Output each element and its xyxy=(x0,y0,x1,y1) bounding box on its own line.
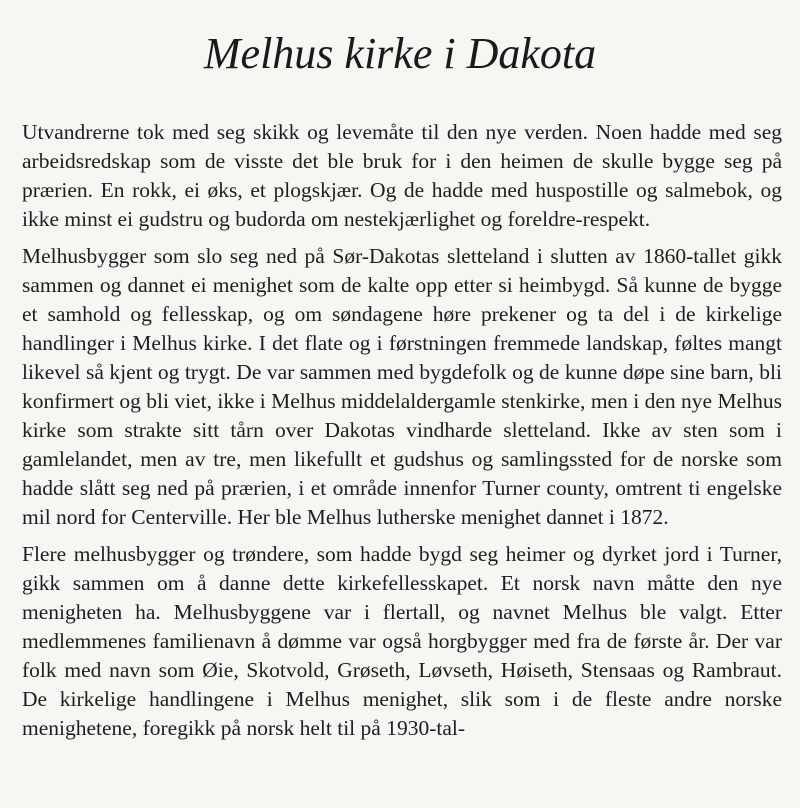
paragraph-3: Flere melhusbygger og trøndere, som hadde bygd seg heimer og dyrket jord i Turner, gikk sammen om å danne dette kirkefellesskapet. Et norsk navn måtte den nye menigheten ha. Melhusbyggene var i flertall, og navnet Melhus ble valgt. Etter medlemmenes familienavn å dømme var også horgbygger med fra de første år. Der var folk med navn som Øie, Skotvold, Grøseth, Løvseth, Høiseth, Stensaas og Rambraut. De kirkelige handlingene i Melhus menighet, slik som i de fleste andre norske menighetene, foregikk på norsk helt til på 1930-tal- xyxy=(22,542,782,740)
paragraph-1: Utvandrerne tok med seg skikk og levemåte til den nye verden. Noen hadde med seg arbeidsredskap som de visste det ble bruk for i den heimen de skulle bygge seg på prærien. En rokk, ei øks, et plogskjær. Og de hadde med huspostille og salmebok, og ikke minst ei gudstru og budorda om nestekjærlighet og foreldre-respekt. xyxy=(22,120,782,231)
article-body xyxy=(22,118,782,751)
paragraph-2: Melhusbygger som slo seg ned på Sør-Dakotas sletteland i slutten av 1860-tallet gikk sammen og dannet ei menighet som de kalte opp etter si heimbygd. Så kunne de bygge et samhold og fellesskap, og om søndagene høre prekener og ta del i de kirkelige handlinger i Melhus kirke. I det flate og i førstningen fremmede landskap, føltes mangt likevel så kjent og trygt. De var sammen med bygdefolk og de kunne døpe sine barn, bli konfirmert og bli viet, ikke i Melhus middelaldergamle stenkirke, men i den nye Melhus kirke som strakte sitt tårn over Dakotas vindharde sletteland. Ikke av sten som i gamlelandet, men av tre, men likefullt et gudshus og samlingssted for de norske som hadde slått seg ned på prærien, i et område innenfor Turner county, omtrent ti engelske mil nord for Centerville. Her ble Melhus lutherske menighet dannet i 1872. xyxy=(22,244,782,529)
page-title: Melhus kirke i Dakota xyxy=(203,29,597,78)
